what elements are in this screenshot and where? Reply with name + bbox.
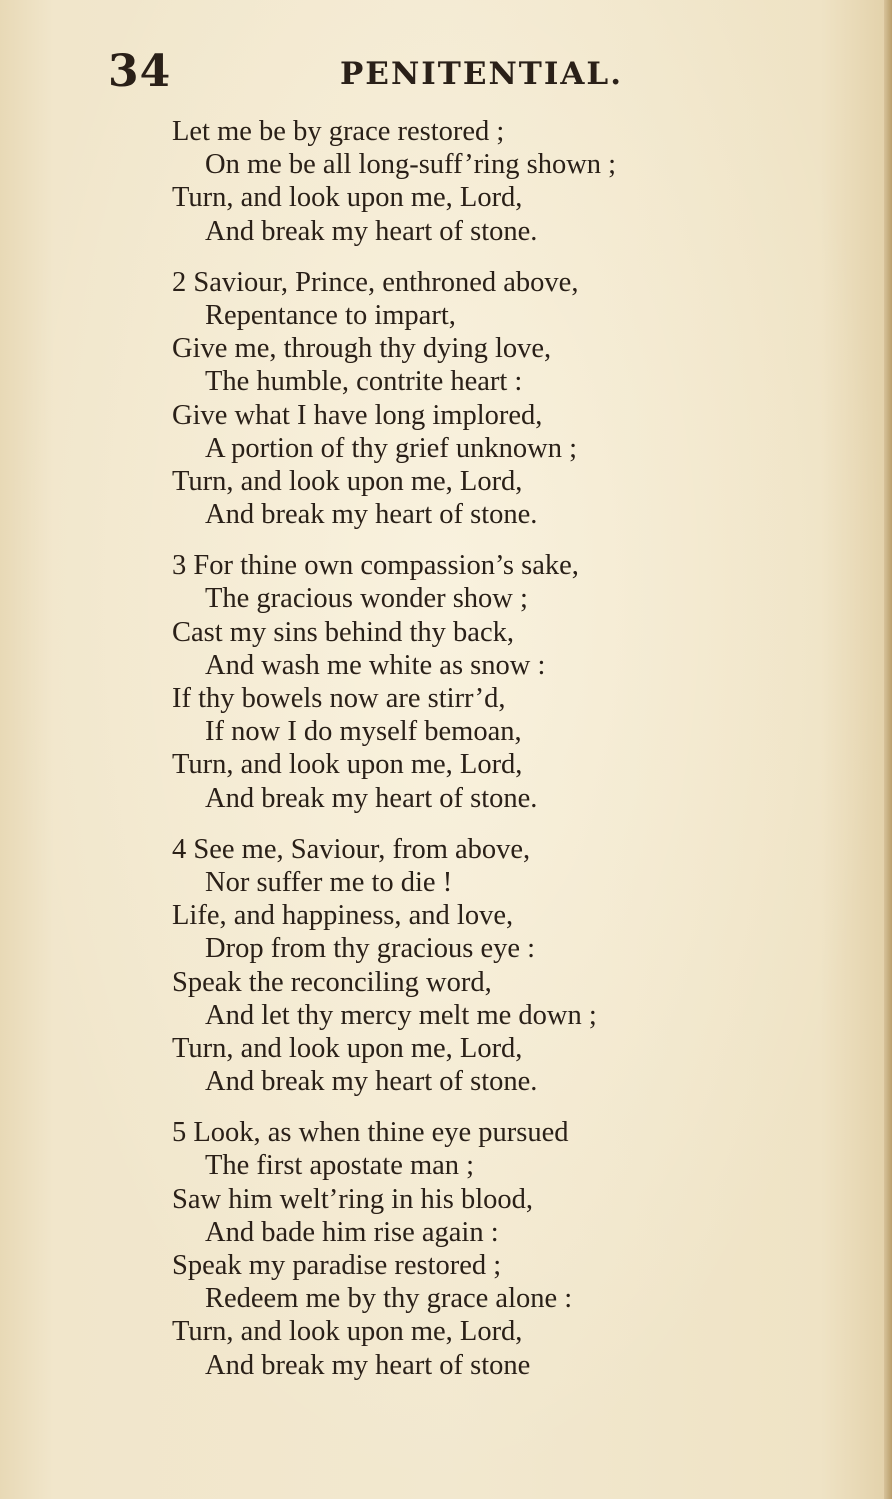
- verse-line: Turn, and look upon me, Lord,: [172, 465, 523, 497]
- verse-line: On me be all long-suff’ring shown ;: [205, 149, 617, 181]
- verse-line: Turn, and look upon me, Lord,: [172, 182, 523, 214]
- running-head: PENITENTIAL.: [340, 56, 624, 92]
- stanza: [172, 549, 772, 815]
- verse-line: 5 Look, as when thine eye pursued: [172, 1117, 569, 1149]
- verse-line: The gracious wonder show ;: [205, 583, 528, 615]
- verse-line: Cast my sins behind thy back,: [172, 616, 514, 648]
- page-number: 34: [108, 46, 172, 97]
- verse-line: Nor suffer me to die !: [205, 866, 453, 898]
- verse-line: If thy bowels now are stirr’d,: [172, 683, 506, 714]
- verse-line: The humble, contrite heart :: [205, 366, 523, 398]
- verse-line: Give what I have long implored,: [172, 399, 543, 431]
- verse-line: 2 Saviour, Prince, enthroned above,: [172, 266, 579, 298]
- verse-line: Turn, and look upon me, Lord,: [172, 1032, 523, 1064]
- verse-line: Saw him welt’ring in his blood,: [172, 1183, 533, 1215]
- verse-line: Give me, through thy dying love,: [172, 333, 552, 365]
- verse-line: 4 See me, Saviour, from above,: [172, 833, 531, 865]
- verse-line: Life, and happiness, and love,: [172, 900, 514, 932]
- page-edge: [884, 0, 892, 1499]
- verse-line: And break my heart of stone.: [205, 1066, 538, 1098]
- stanza: [172, 1116, 772, 1382]
- verse-line: Speak the reconciling word,: [172, 966, 492, 998]
- stanza: [172, 115, 772, 248]
- verse-line: And break my heart of stone: [205, 1349, 531, 1381]
- verse-line: Turn, and look upon me, Lord,: [172, 1316, 523, 1348]
- page-header: [108, 48, 648, 104]
- stanza: [172, 833, 772, 1099]
- verse-line: Repentance to impart,: [205, 299, 456, 331]
- verse-line: 3 For thine own compassion’s sake,: [172, 550, 579, 582]
- verse-line: Speak my paradise restored ;: [172, 1250, 502, 1281]
- verse-line: And break my heart of stone.: [205, 782, 538, 814]
- verse-line: The first apostate man ;: [205, 1150, 475, 1182]
- verse-line: And break my heart of stone.: [205, 499, 538, 531]
- verse-line: A portion of thy grief unknown ;: [205, 432, 578, 464]
- stanza: [172, 266, 772, 532]
- verse-line: And let thy mercy melt me down ;: [205, 999, 597, 1031]
- verse-line: Let me be by grace restored ;: [172, 116, 505, 147]
- hymn-text: [172, 115, 772, 1400]
- verse-line: And bade him rise again :: [205, 1216, 499, 1248]
- verse-line: And wash me white as snow :: [205, 649, 546, 681]
- verse-line: And break my heart of stone.: [205, 215, 538, 247]
- verse-line: Turn, and look upon me, Lord,: [172, 749, 523, 781]
- verse-line: Drop from thy gracious eye :: [205, 933, 536, 965]
- verse-line: Redeem me by thy grace alone :: [205, 1283, 573, 1315]
- verse-line: If now I do myself bemoan,: [205, 716, 522, 748]
